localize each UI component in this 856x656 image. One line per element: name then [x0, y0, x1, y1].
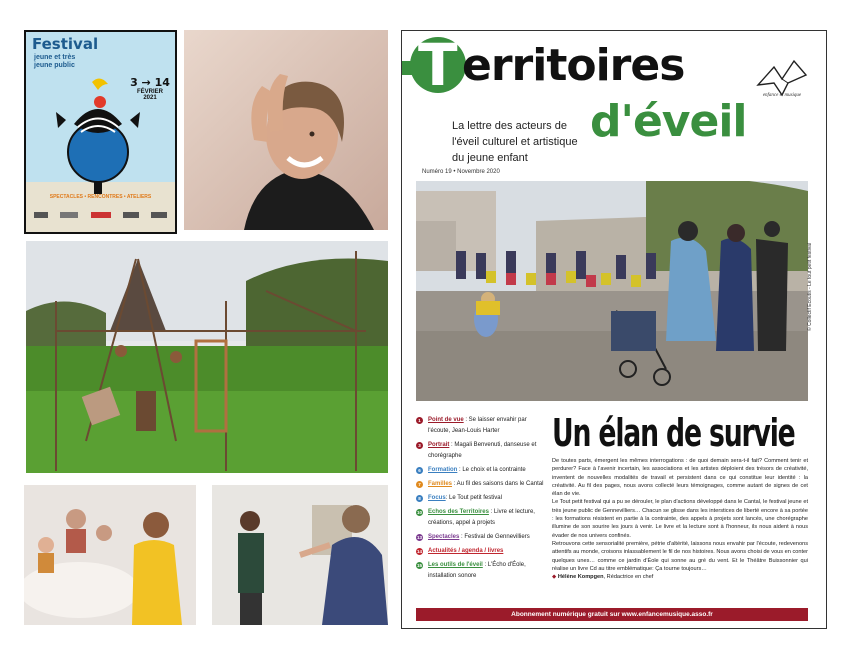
toc-entry-text [428, 440, 544, 462]
cover-photo-children-festival [416, 181, 808, 401]
toc-item [416, 532, 544, 543]
toc-entry-text [428, 560, 544, 582]
signature-role: , Rédactrice en chef [603, 574, 654, 581]
toc-page-number: 6 [416, 467, 423, 474]
poster-title [32, 36, 98, 52]
toc-item [416, 493, 544, 504]
toc-page-number: 3 [416, 442, 423, 449]
toc-section-title: Les outils de l'éveil [428, 562, 483, 568]
fabric-workshop-photo [24, 485, 196, 625]
toc-item [416, 546, 544, 557]
poster-sponsor-logos [34, 212, 167, 222]
toc-page-number: 10 [416, 510, 422, 515]
toc-item [416, 465, 544, 476]
toc-section-title: Focus [428, 495, 446, 501]
toc-section-description: : Au fil des saisons dans le Cantal [452, 481, 544, 487]
editorial-signature: ◆ Hélène Kompgen, Rédactrice en chef [552, 574, 654, 581]
sound-installation-photo [26, 241, 388, 473]
toc-page-number: 15 [416, 563, 422, 568]
toc-section-title: Echos des Territoires [428, 509, 489, 515]
toc-entry-text [428, 465, 526, 476]
toc-entry-text [428, 546, 503, 557]
issue-number: Numéro 19 • Novembre 2020 [422, 169, 500, 175]
toc-item [416, 415, 544, 437]
title-initial: T [418, 31, 458, 99]
editorial-paragraph-1: De toutes parts, émergent les mêmes interrogations : de quoi demain sera-t-il fait? Comment tenir et perdurer? Face à l'avenir incertain, les associations et les artistes déploient des trésors de créativité, inventent de nouvelles modalités de travail et persistent dans ce qui constitue leur identité : la créativité. Au fil des pages, nous avons collecté leurs témoignages, comme autant de signes de cet élan de vie. [552, 458, 808, 498]
toc-page-number: 7 [416, 481, 423, 488]
toc-entry-text [428, 415, 544, 437]
toc-item [416, 560, 544, 582]
toc-page-number: 13 [416, 535, 422, 540]
poster-subtitle-line2: jeune public [34, 62, 75, 69]
headline: Un élan de survie [552, 411, 795, 455]
toc-section-title: Formation [428, 467, 458, 473]
publisher-logo-text: enfance et musique [762, 93, 802, 98]
toc-page-number: 1 [416, 417, 423, 424]
toc-item [416, 440, 544, 462]
toc-page-number: 14 [416, 549, 422, 554]
toc-section-title: Familles [428, 481, 453, 487]
dance-workshop-photo [212, 485, 388, 625]
toc-section-description: : Festival de Gennevilliers [459, 534, 530, 540]
toc-section-title: Portrait [428, 442, 450, 448]
poster-days: 3 → 14 [130, 76, 170, 89]
toc-section-description: : Le choix et la contrainte [457, 467, 526, 473]
newsletter-title-second-line: d'éveil [590, 96, 747, 147]
toc-section-title: Spectacles [428, 534, 460, 540]
poster-title-line1: Festival [32, 35, 99, 53]
signature-name: Hélène Kompgen [557, 574, 604, 581]
subscription-footer: Abonnement numérique gratuit sur www.enfancemusique.asso.fr [416, 608, 808, 621]
toc-section-title: Actualités / agenda / livres [428, 548, 504, 554]
toc-section-description: : Livre et lecture, créations, appel à projets [428, 509, 535, 526]
photo-credit: © Collectif Ecoutis - Le tout petit festival [807, 242, 813, 331]
table-of-contents [416, 415, 544, 585]
toc-item [416, 479, 544, 490]
editorial-text [552, 457, 808, 581]
toc-section-description: : L'Écho d'Éole, installation sonore [428, 562, 526, 579]
poster-month: FÉVRIER [136, 89, 163, 95]
toc-entry-text [428, 493, 502, 504]
toc-item [416, 507, 544, 529]
newsletter-title: erritoires [462, 40, 685, 91]
poster-dates [130, 76, 170, 101]
toc-entry-text [428, 532, 530, 543]
toc-section-description: : Magali Benvenuti, danseuse et chorégraphe [428, 442, 537, 459]
newsletter-front-page [401, 30, 827, 629]
poster-subtitle-line1: jeune et très [34, 54, 76, 61]
editorial-paragraph-2: Le Tout petit festival qui a pu se dérouler, le plan d'actions développé dans le Cantal, le festival jeune et très jeune public de Gennevilliers… Chacun se glisse dans les interstices de liberté encore à sa portée : les formations résistent en partie à la contrainte, des appels à projets sont lancés, une chorégraphe illumine de son sourire les jours à venir. Le livre et la lecture sont à l'honneur, ils nous aident à nous évader de nos univers confinés. [552, 499, 808, 539]
poster-tagline: SPECTACLES • RENCONTRES • ATELIERS [49, 194, 152, 200]
newsletter-subtitle: La lettre des acteurs de l'éveil culturel et artistique du jeune enfant [452, 120, 578, 164]
toc-section-title: Point de vue [428, 417, 464, 423]
poster-subtitle [34, 54, 75, 70]
toc-entry-text [428, 507, 544, 529]
toc-page-number: 8 [416, 495, 423, 502]
dancer-portrait-photo [184, 30, 388, 230]
toc-section-description: : Le Tout petit festival [445, 495, 502, 501]
festival-poster [24, 30, 177, 234]
editorial-paragraph-3: Retrouvons cette sensorialité première, pétrie d'altérité, laissons nous envahir par l'écoute, redevenons attentifs au monde, croisons inlassablement le fil de nos histoires. Nous avons choisi de vous en conter quelques unes… comme ce jardin d'Éole qui sonne au gré du vent. Et le Théâtre Buissonnier qui réalise un livre Cd au titre emblématique: Ça tourne toujours… [552, 540, 808, 572]
poster-year: 2021 [143, 95, 157, 101]
toc-section-description: : Se laisser envahir par l'écoute, Jean-Louis Harter [428, 417, 527, 434]
toc-entry-text [428, 479, 543, 490]
title-initial-circle [410, 31, 466, 99]
